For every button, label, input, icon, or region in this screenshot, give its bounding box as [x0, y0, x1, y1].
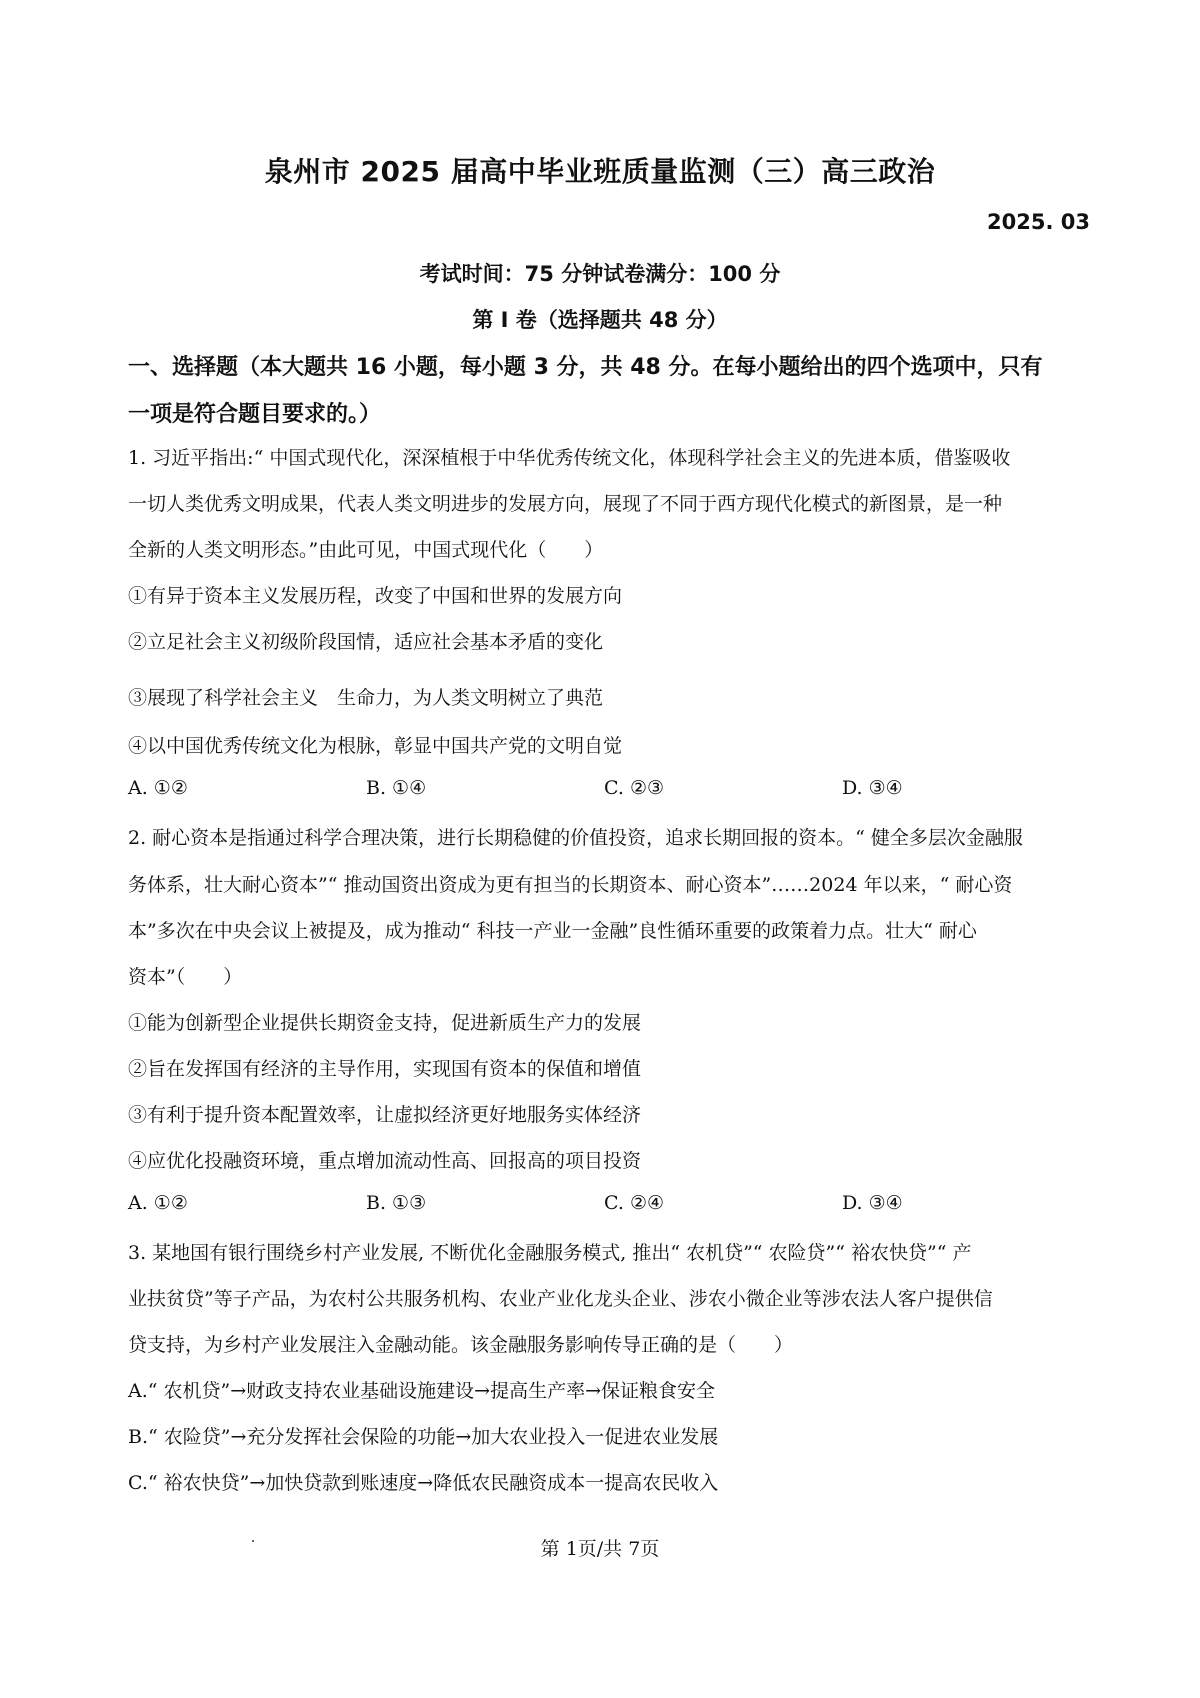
q2-item-3: ③有利于提升资本配置效率，让虚拟经济更好地服务实体经济: [128, 1104, 642, 1126]
q3-stem-line-1: 3. 某地国有银行围绕乡村产业发展, 不断优化金融服务模式, 推出“ 农机贷”“ 农险贷”“ 裕农快贷”“ 产: [128, 1242, 972, 1264]
q2-item-1: ①能为创新型企业提供长期资金支持，促进新质生产力的发展: [128, 1012, 642, 1034]
exam-info: 考试时间：75 分钟试卷满分：100 分: [419, 262, 781, 286]
q1-stem-line-1: 1. 习近平指出:“ 中国式现代化，深深植根于中华优秀传统文化，体现科学社会主义的先进本质，借鉴吸收: [128, 447, 1011, 469]
q1-item-1: ①有异于资本主义发展历程，改变了中国和世界的发展方向: [128, 585, 623, 607]
q2-stem-line-1: 2. 耐心资本是指通过科学合理决策，进行长期稳健的价值投资，追求长期回报的资本。“ 健全多层次金融服: [128, 827, 1023, 849]
q1-choice-c: C. ②③: [604, 777, 665, 799]
q1-choice-b: B. ①④: [366, 777, 427, 799]
page-title: 泉州市 2025 届高中毕业班质量监测（三）高三政治: [264, 155, 936, 188]
q2-choice-a: A. ①②: [128, 1192, 188, 1214]
q3-stem-line-3: 贷支持，为乡村产业发展注入金融动能。该金融服务影响传导正确的是（ ）: [128, 1334, 794, 1356]
q2-stem-line-3: 本”多次在中央会议上被提及，成为推动“ 科技一产业一金融”良性循环重要的政策着力点。壮大“ 耐心: [128, 920, 977, 942]
q1-item-3: ③展现了科学社会主义 生命力，为人类文明树立了典范: [128, 687, 604, 709]
q2-stem-line-2: 务体系，壮大耐心资本”“ 推动国资出资成为更有担当的长期资本、耐心资本”……2024 年以来，“ 耐心资: [128, 874, 1013, 896]
volume-heading: 第 I 卷（选择题共 48 分）: [472, 308, 728, 332]
section-instructions-line-1: 一、选择题（本大题共 16 小题，每小题 3 分，共 48 分。在每小题给出的四个选项中，只有: [128, 355, 1043, 380]
q2-item-2: ②旨在发挥国有经济的主导作用，实现国有资本的保值和增值: [128, 1058, 642, 1080]
q2-choice-b: B. ①③: [366, 1192, 427, 1214]
q1-stem-line-2: 一切人类优秀文明成果，代表人类文明进步的发展方向，展现了不同于西方现代化模式的新图景，是一种: [128, 493, 1003, 515]
q1-item-4: ④以中国优秀传统文化为根脉，彰显中国共产党的文明自觉: [128, 735, 623, 757]
q3-option-c: C.“ 裕农快贷”→加快贷款到账速度→降低农民融资成本一提高农民收入: [128, 1472, 719, 1494]
section-instructions-line-2: 一项是符合题目要求的。）: [128, 402, 382, 427]
q3-option-a: A.“ 农机贷”→财政支持农业基础设施建设→提高生产率→保证粮食安全: [128, 1380, 715, 1402]
q2-stem-line-4: 资本”（ ）: [128, 966, 243, 988]
q1-stem-line-3: 全新的人类文明形态。”由此可见，中国式现代化（ ）: [128, 539, 604, 561]
q1-choice-d: D. ③④: [842, 777, 903, 799]
q1-item-2: ②立足社会主义初级阶段国情，适应社会基本矛盾的变化: [128, 631, 604, 653]
q2-choice-c: C. ②④: [604, 1192, 665, 1214]
exam-date: 2025. 03: [987, 210, 1090, 234]
q3-stem-line-2: 业扶贫贷”等子产品，为农村公共服务机构、农业产业化龙头企业、涉农小微企业等涉农法人客户提供信: [128, 1288, 993, 1310]
q2-choice-d: D. ③④: [842, 1192, 903, 1214]
page-number: 第 1页/共 7页: [540, 1538, 660, 1560]
q2-item-4: ④应优化投融资环境，重点增加流动性高、回报高的项目投资: [128, 1150, 642, 1172]
q1-choice-a: A. ①②: [128, 777, 188, 799]
q3-option-b: B.“ 农险贷”→充分发挥社会保险的功能→加大农业投入一促进农业发展: [128, 1426, 719, 1448]
